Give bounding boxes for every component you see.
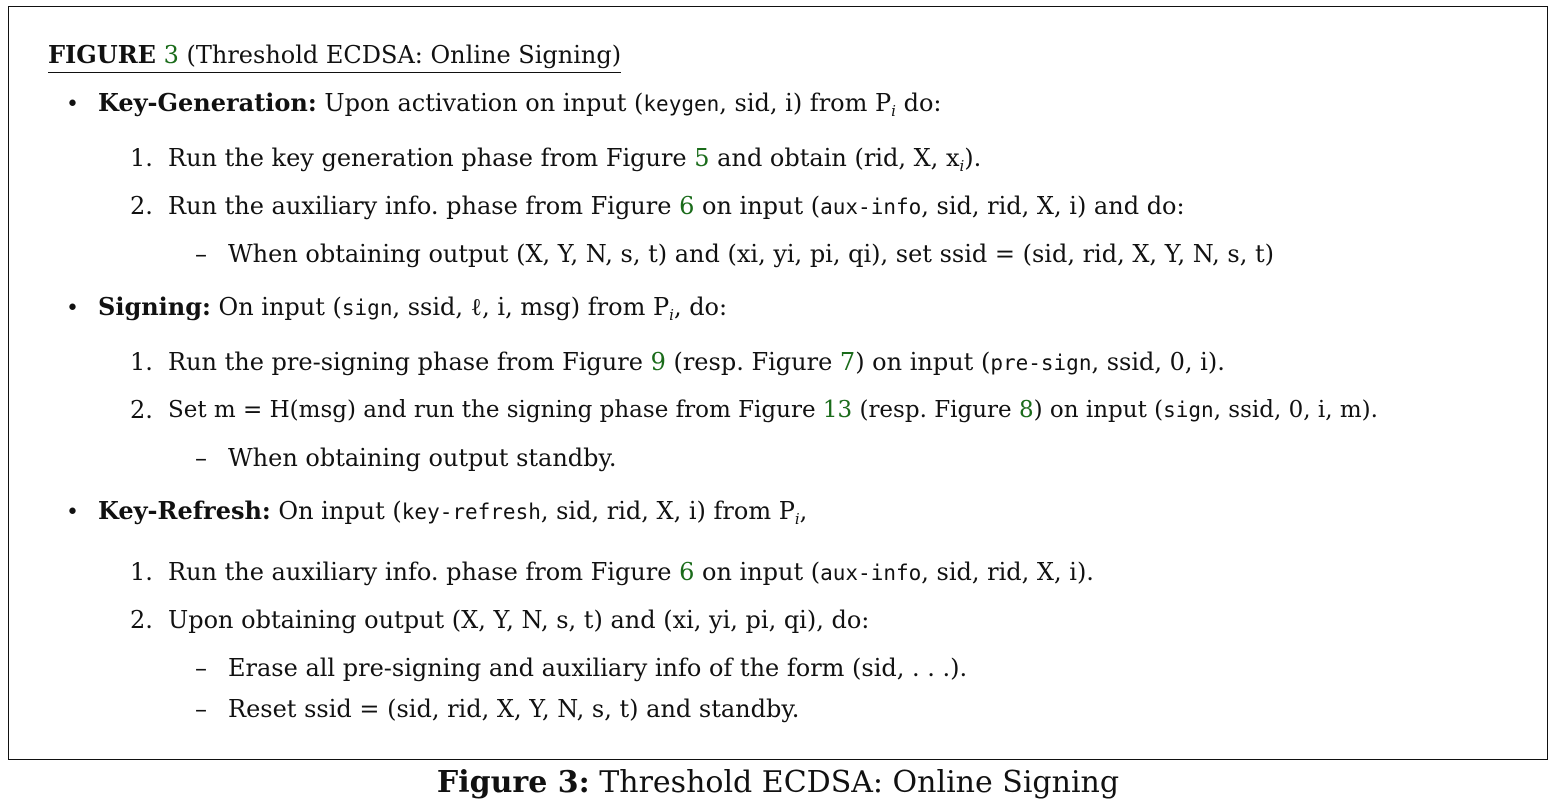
figure-box — [8, 6, 1548, 760]
keygen-step-2: Run the auxiliary info. phase from Figure 6 on input (aux-info, sid, rid, X, i) and do: — [168, 192, 1185, 220]
keygen-subitem: When obtaining output (X, Y, N, s, t) and (xi, yi, pi, qi), set ssid = (sid, rid, X, Y, N, s, t) — [228, 240, 1275, 268]
signing-subitem: When obtaining output standby. — [228, 444, 617, 472]
keyrefresh-subitem: Reset ssid = (sid, rid, X, Y, N, s, t) and standby. — [228, 695, 800, 723]
bullet-icon: • — [66, 500, 79, 525]
step-number: 2. — [130, 606, 153, 634]
dash-icon: – — [195, 695, 207, 723]
keygen-step-1: Run the key generation phase from Figure 5 and obtain (rid, X, $x_i$). — [168, 144, 982, 175]
dash-icon: – — [195, 240, 207, 268]
figure-ref-link[interactable]: 6 — [679, 192, 695, 220]
signing-step-2: Set m = H(msg) and run the signing phase from Figure 13 (resp. Figure 8) on input (sign, ssid, 0, i, m). — [168, 397, 1378, 423]
step-number: 1. — [130, 558, 153, 586]
section-keyrefresh-intro: Key-Refresh: On input (key-refresh, sid, rid, X, i) from $P_i$, — [98, 496, 808, 528]
section-signing-intro: Signing: On input (sign, ssid, ℓ, i, msg) from $P_i$, do: — [98, 292, 728, 324]
step-number: 2. — [130, 396, 153, 424]
dash-icon: – — [195, 444, 207, 472]
signing-step-1: Run the pre-signing phase from Figure 9 (resp. Figure 7) on input (pre-sign, ssid, 0, i). — [168, 348, 1225, 376]
figure-ref-link[interactable]: 5 — [694, 144, 710, 172]
step-number: 1. — [130, 348, 153, 376]
keyrefresh-subitem: Erase all pre-signing and auxiliary info of the form (sid, . . .). — [228, 654, 968, 682]
figure-number-link[interactable]: 3 — [163, 41, 179, 69]
figure-ref-link[interactable]: 6 — [679, 558, 695, 586]
figure-ref-link[interactable]: 7 — [839, 348, 856, 376]
figure-header: FIGURE 3 (Threshold ECDSA: Online Signing) — [48, 40, 621, 73]
section-keygen-intro: Key-Generation: Upon activation on input (keygen, sid, i) from $P_i$ do: — [98, 88, 942, 120]
figure-ref-link[interactable]: 13 — [822, 397, 853, 423]
bullet-icon: • — [66, 296, 79, 321]
figure-ref-link[interactable]: 8 — [1018, 397, 1034, 423]
step-number: 2. — [130, 192, 153, 220]
keyrefresh-step-2: Upon obtaining output (X, Y, N, s, t) and (xi, yi, pi, qi), do: — [168, 606, 870, 634]
figure-caption: Figure 3: Threshold ECDSA: Online Signing — [436, 765, 1120, 800]
bullet-icon: • — [66, 92, 79, 117]
figure-ref-link[interactable]: 9 — [650, 348, 666, 376]
keyrefresh-step-1: Run the auxiliary info. phase from Figure 6 on input (aux-info, sid, rid, X, i). — [168, 558, 1094, 586]
dash-icon: – — [195, 654, 207, 682]
step-number: 1. — [130, 144, 153, 172]
